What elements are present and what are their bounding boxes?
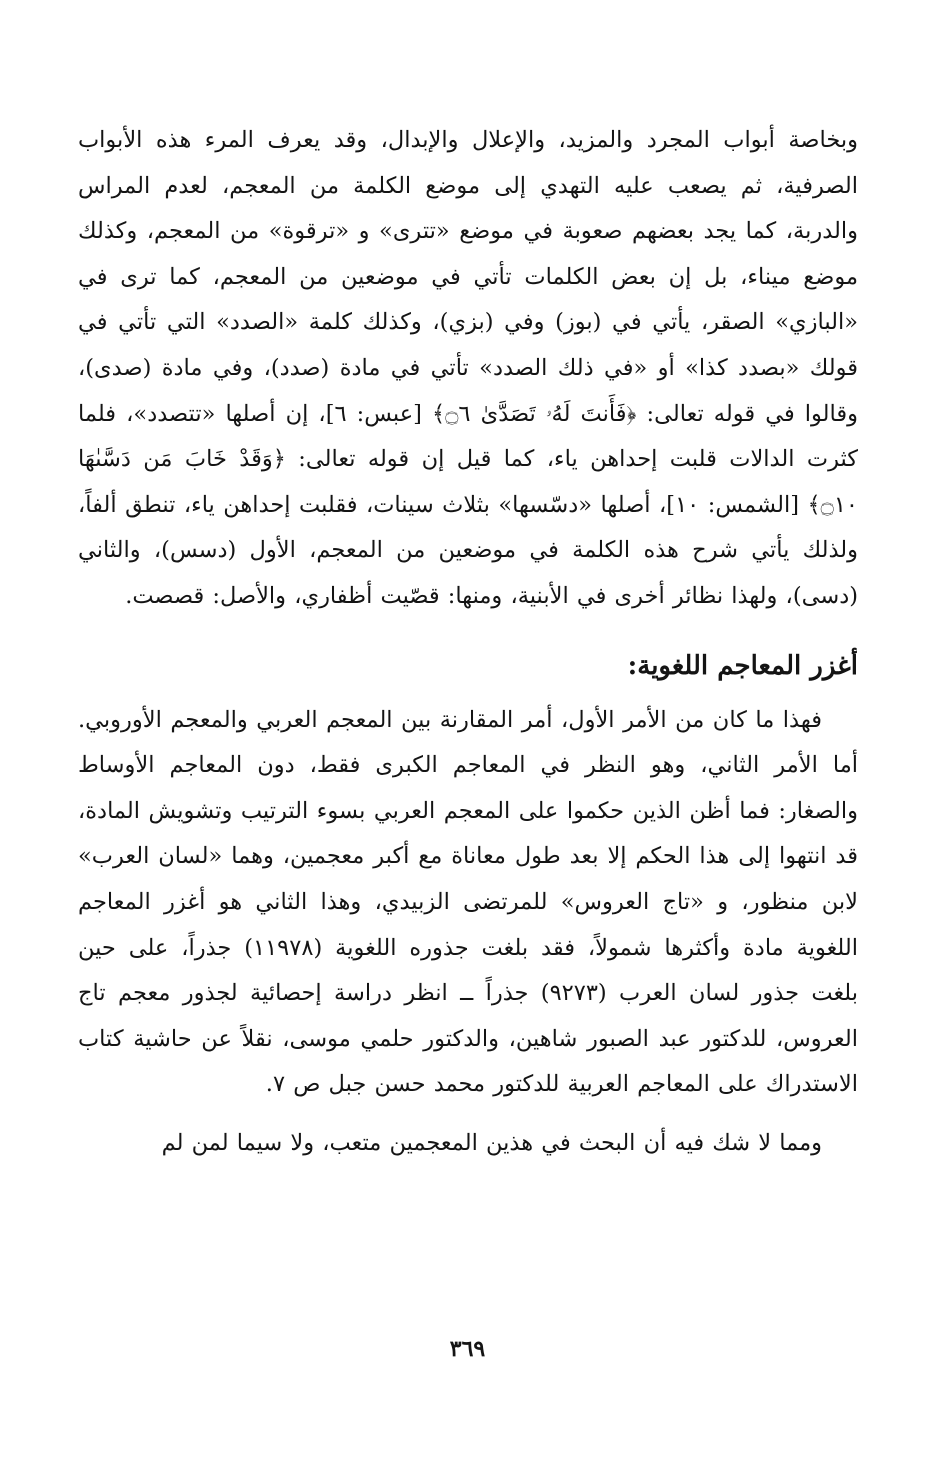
body-paragraph-1: وبخاصة أبواب المجرد والمزيد، والإعلال والإبدال، وقد يعرف المرء هذه الأبواب الصرفية، ثم يصعب عليه التهدي إلى موضع الكلمة من المعجم، لعدم المراس والدربة، كما يجد بعضهم صعوبة في موضع «تترى» و «ترقوة» من المعجم، وكذلك موضع ميناء، بل إن بعض الكلمات تأتي في موضعين من المعجم، كما ترى في «البازي» الصقر، يأتي في (بوز) وفي (بزي)، وكذلك كلمة «الصدد» التي تأتي في قولك «بصدد كذا» أو «في ذلك الصدد» تأتي في مادة (صدد)، وفي مادة (صدى)، وقالوا في قوله تعالى: ﴿فَأَنتَ لَهُۥ تَصَدَّىٰ ۝٦﴾ [عبس: ٦]، إن أصلها «تتصدد»، فلما كثرت الدالات قلبت إحداهن ياء، كما قيل إن قوله تعالى: ﴿وَقَدْ خَابَ مَن دَسَّىٰهَا ۝١٠﴾ [الشمس: ١٠]، أصلها «دسّسها» بثلاث سينات، فقلبت إحداهن ياء، تنطق ألفاً، ولذلك يأتي شرح هذه الكلمة في موضعين من المعجم، الأول (دسس)، والثاني (دسى)، ولهذا نظائر أخرى في الأبنية، ومنها: قصّيت أظفاري، والأصل: قصصت. (78, 127, 859, 609)
page-text-block (78, 118, 858, 1166)
page-number: ٣٦٩ (449, 1336, 486, 1362)
body-paragraph-2: فهذا ما كان من الأمر الأول، أمر المقارنة بين المعجم العربي والمعجم الأوروبي. أما الأمر الثاني، وهو النظر في المعاجم الكبرى فقط، دون المعاجم الأوساط والصغار: فما أظن الذين حكموا على المعجم العربي بسوء الترتيب وتشويش المادة، قد انتهوا إلى هذا الحكم إلا بعد طول معاناة مع أكبر معجمين، وهما «لسان العرب» لابن منظور، و «تاج العروس» للمرتضى الزبيدي، وهذا الثاني هو أغزر المعاجم اللغوية مادة وأكثرها شمولاً، فقد بلغت جذوره اللغوية (١١٩٧٨) جذراً، على حين بلغت جذور لسان العرب (٩٢٧٣) جذراً ــ انظر دراسة إحصائية لجذور معجم تاج العروس، للدكتور عبد الصبور شاهين، والدكتور حلمي موسى، نقلاً عن حاشية كتاب الاستدراك على المعاجم العربية للدكتور محمد حسن جبل ص ٧. (78, 706, 859, 1098)
body-paragraph-3: ومما لا شك فيه أن البحث في هذين المعجمين متعب، ولا سيما لمن لم (161, 1129, 822, 1156)
section-heading: أغزر المعاجم اللغوية: (627, 650, 858, 681)
